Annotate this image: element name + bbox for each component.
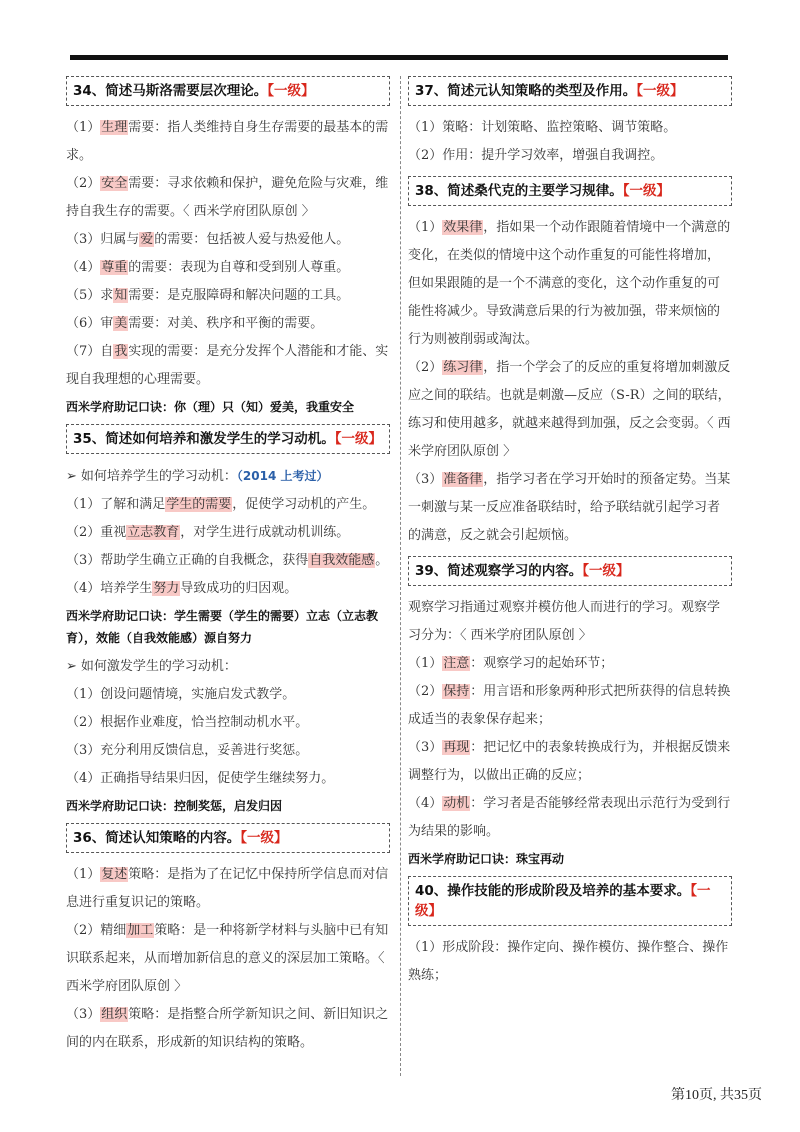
level-tag: 【一级】 [240,830,288,846]
exam-year-note: （2014 上考过） [236,469,329,483]
question-39-title: 39、简述观察学习的内容。【一级】 [408,556,732,586]
list-item: （4）培养学生努力导致成功的归因观。 [66,581,298,596]
list-item: （3）帮助学生确立正确的自我概念，获得自我效能感。 [66,553,389,568]
list-item: （4）正确指导结果归因，促使学生继续努力。 [66,771,335,786]
column-divider [400,76,401,1076]
list-item: （4）尊重的需要：表现为自尊和受到别人尊重。 [66,260,350,275]
list-item: （2）安全需要：寻求依赖和保护，避免危险与灾难，维持自我生存的需要。〈 西米学府团队原创 〉 [66,176,389,219]
mnemonic: 西米学府助记口诀：珠宝再动 [408,852,565,866]
list-item: （1）复述策略：是指为了在记忆中保持所学信息而对信息进行重复识记的策略。 [66,867,389,910]
left-column [66,76,390,1076]
list-item: （1）形成阶段：操作定向、操作模仿、操作整合、操作熟练； [408,940,729,983]
list-item: （6）审美需要：对美、秩序和平衡的需要。 [66,316,324,331]
list-item: （1）效果律，指如果一个动作跟随着情境中一个满意的变化，在类似的情境中这个动作重复的可能性将增加，但如果跟随的是一个不满意的变化，这个动作重复的可能性将减少。导致满意后果的行为被加强，带来烦恼的行为则被削弱或淘汰。 [408,220,731,347]
list-item: （2）保持：用言语和形象两种形式把所获得的信息转换成适当的表象保存起来； [408,684,731,727]
question-37-title: 37、简述元认知策略的类型及作用。【一级】 [408,76,732,106]
list-item: （1）生理需要：指人类维持自身生存需要的最基本的需求。 [66,120,389,163]
question-38 [408,176,732,550]
top-rule [70,55,728,60]
list-item: （2）作用：提升学习效率，增强自我调控。 [408,148,664,163]
question-37 [408,76,732,170]
list-item: （2）重视立志教育，对学生进行成就动机训练。 [66,525,350,540]
question-35-title: 35、简述如何培养和激发学生的学习动机。【一级】 [66,424,390,454]
list-item: （1）注意：观察学习的起始环节； [408,656,614,671]
sub-heading: ➢ 如何激发学生的学习动机： [66,659,237,674]
arrow-bullet-icon: ➢ [66,469,77,484]
level-tag: 【一级】 [415,883,711,919]
list-item: （7）自我实现的需要：是充分发挥个人潜能和才能、实现自我理想的心理需要。 [66,344,389,387]
question-39 [408,556,732,870]
level-tag: 【一级】 [582,563,630,579]
question-36-title: 36、简述认知策略的内容。【一级】 [66,823,390,853]
question-40-title: 40、操作技能的形成阶段及培养的基本要求。【一级】 [408,876,732,926]
list-item: （3）组织策略：是指整合所学新知识之间、新旧知识之间的内在联系，形成新的知识结构的策略。 [66,1007,389,1050]
level-tag: 【一级】 [622,183,671,199]
question-36 [66,823,390,1057]
question-35 [66,424,390,817]
sub-heading: ➢ 如何培养学生的学习动机：（2014 上考过） [66,469,329,484]
list-item: （3）再现：把记忆中的表象转换成行为，并根据反馈来调整行为，以做出正确的反应； [408,740,731,783]
list-item: （1）创设问题情境，实施启发式教学。 [66,687,296,702]
list-item: （2）根据作业难度，恰当控制动机水平。 [66,715,309,730]
page-number: 第10页, 共35页 [671,1088,762,1103]
question-38-title: 38、简述桑代克的主要学习规律。【一级】 [408,176,732,206]
list-item: （3）准备律，指学习者在学习开始时的预备定势。当某一刺激与某一反应准备联结时，给予联结就引起学习者的满意，反之就会引起烦恼。 [408,472,731,543]
mnemonic: 西米学府助记口诀：你（理）只（知）爱美，我重安全 [66,400,355,414]
question-34-title: 34、简述马斯洛需要层次理论。【一级】 [66,76,390,106]
list-item: （1）策略：计划策略、监控策略、调节策略。 [408,120,677,135]
list-item: （1）了解和满足学生的需要，促使学习动机的产生。 [66,497,376,512]
arrow-bullet-icon: ➢ [66,659,77,674]
list-item: （5）求知需要：是克服障碍和解决问题的工具。 [66,288,350,303]
level-tag: 【一级】 [267,83,315,99]
level-tag: 【一级】 [334,431,383,447]
list-item: （3）归属与爱的需要：包括被人爱与热爱他人。 [66,232,350,247]
question-34 [66,76,390,418]
right-column [408,76,732,1076]
question-40 [408,876,732,990]
list-item: （2）练习律，指一个学会了的反应的重复将增加刺激反应之间的联结。也就是刺激—反应（S-R）之间的联结，练习和使用越多，就越来越得到加强，反之会变弱。〈 西米学府团队原创 〉 [408,360,731,459]
mnemonic: 西米学府助记口诀：控制奖惩，启发归因 [66,799,283,813]
mnemonic: 西米学府助记口诀：学生需要（学生的需要）立志（立志教育），效能（自我效能感）源自努力 [66,609,379,645]
list-item: （2）精细加工策略：是一种将新学材料与头脑中已有知识联系起来，从而增加新信息的意义的深层加工策略。〈 西米学府团队原创 〉 [66,923,389,994]
level-tag: 【一级】 [636,83,684,99]
list-item: （3）充分利用反馈信息，妥善进行奖惩。 [66,743,309,758]
intro-text: 观察学习指通过观察并模仿他人而进行的学习。观察学习分为：〈 西米学府团队原创 〉 [408,600,721,643]
list-item: （4）动机：学习者是否能够经常表现出示范行为受到行为结果的影响。 [408,796,731,839]
